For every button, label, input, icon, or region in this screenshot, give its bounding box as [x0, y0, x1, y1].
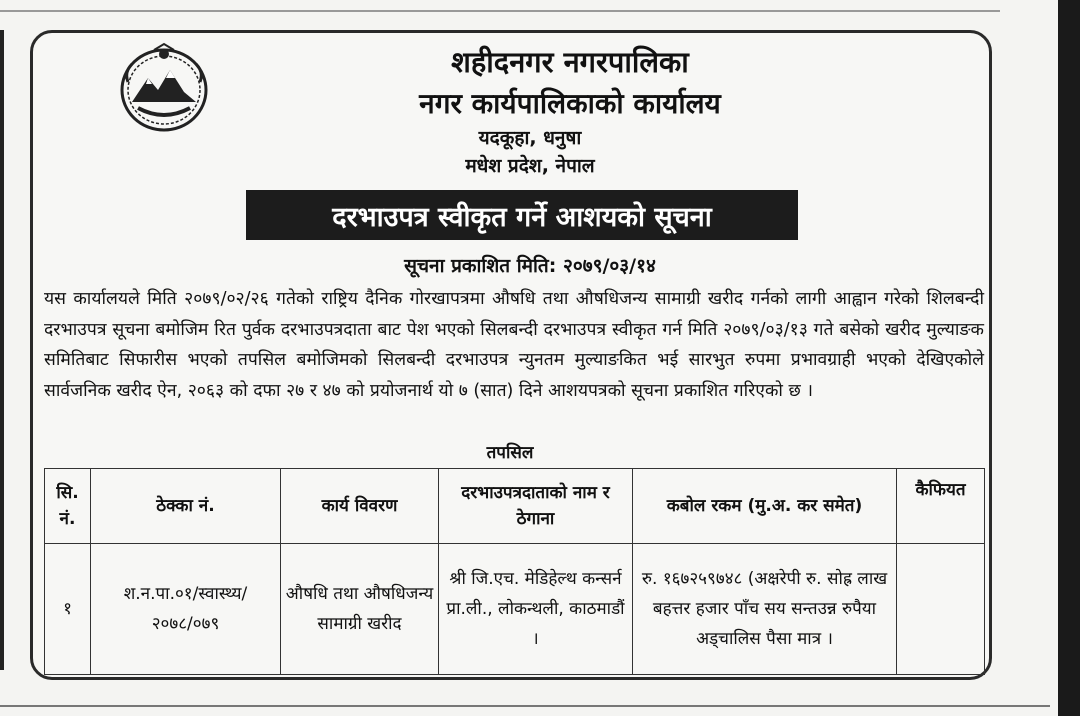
- cell-sn: १: [45, 544, 91, 675]
- notice-title-text: दरभाउपत्र स्वीकृत गर्ने आशयको सूचना: [332, 201, 712, 233]
- table-row: [45, 544, 985, 675]
- header-amount: कबोल रकम (मु.अ. कर समेत): [633, 469, 897, 544]
- schedule-table: [44, 468, 985, 675]
- cell-contract-no: श.न.पा.०१/स्वास्थ्य/ २०७८/०७९: [91, 544, 281, 675]
- table-header-row: [45, 469, 985, 544]
- header-contract-no: ठेक्का नं.: [91, 469, 281, 544]
- municipality-name: शहीदनगर नगरपालिका: [451, 45, 689, 79]
- address-line-2: मधेश प्रदेश, नेपाल: [465, 155, 595, 177]
- header-bidder: दरभाउपत्रदाताको नाम र ठेगाना: [439, 469, 633, 544]
- office-name: नगर कार्यपालिकाको कार्यालय: [419, 87, 721, 120]
- page-edge-top: [0, 10, 1000, 12]
- published-date: सूचना प्रकाशित मिति: २०७९/०३/१४: [404, 255, 656, 277]
- header-sn: सि. नं.: [45, 469, 91, 544]
- cell-amount: रु. १६७२५९७४८ (अक्षरेपी रु. सोह्र लाख बहत्तर हजार पाँच सय सन्तउन्न रुपैया अड्चालिस पैसा मात्र ।: [633, 544, 897, 675]
- page-edge-right: [1058, 0, 1080, 716]
- page-edge-bottom: [0, 705, 1050, 707]
- address-line-1: यदकूहा, धनुषा: [478, 127, 582, 149]
- header-work: कार्य विवरण: [281, 469, 439, 544]
- cell-bidder: श्री जि.एच. मेडिहेल्थ कन्सर्न प्रा.ली., लोकन्थली, काठमाडौं ।: [439, 544, 633, 675]
- notice-body: यस कार्यालयले मिति २०७९/०२/२६ गतेको राष्ट्रिय दैनिक गोरखापत्रमा औषधि तथा औषधिजन्य सामाग्री खरीद गर्नको लागी आह्वान गरेको शिलबन्दी दरभाउपत्र सूचना बमोजिम रित पुर्वक दरभाउपत्रदाता बाट पेश भएको सिलबन्दी दरभाउपत्र स्वीकृत गर्न मिति २०७९/०३/१३ गते बसेको खरीद मुल्याङक समितिबाट सिफारीस भएको तपसिल बमोजिमको सिलबन्दी दरभाउपत्र न्युनतम मुल्याङकित भई सारभुत रुपमा प्रभावग्राही भएको देखिएकोले सार्वजनिक खरीद ऐन, २०६३ को दफा २७ र ४७ को प्रयोजनार्थ यो ७ (सात) दिने आशयपत्रको सूचना प्रकाशित गरिएको छ ।: [44, 289, 984, 401]
- schedule-label: तपसिल: [486, 443, 534, 463]
- cell-remarks: [897, 544, 985, 675]
- notice-title: [246, 190, 798, 240]
- cell-work: औषधि तथा औषधिजन्य सामाग्री खरीद: [281, 544, 439, 675]
- header-remarks: कैफियत: [897, 469, 985, 544]
